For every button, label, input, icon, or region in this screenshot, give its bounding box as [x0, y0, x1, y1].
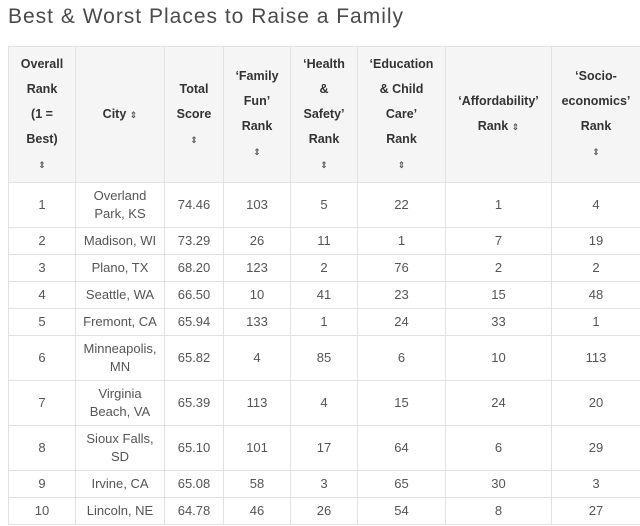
header-row	[9, 47, 640, 183]
column-header-label: (1 =	[31, 106, 53, 121]
affordability-cell: 7	[446, 228, 552, 255]
column-header-label: Rank	[241, 119, 273, 133]
socio-economics-cell: 27	[552, 498, 640, 525]
rank-cell: 10	[9, 498, 76, 525]
total-score-cell: 65.39	[165, 381, 224, 426]
column-header-label: Fun’	[243, 94, 271, 108]
column-header-label: Score	[176, 106, 212, 121]
education-cell: 6	[358, 336, 446, 381]
health-safety-cell: 17	[291, 426, 358, 471]
column-header-label: Total	[179, 81, 209, 96]
health-safety-cell: 5	[291, 183, 358, 228]
column-header-education-child-care-rank[interactable]	[358, 47, 446, 183]
socio-economics-cell: 29	[552, 426, 640, 471]
rank-cell: 7	[9, 381, 76, 426]
column-header-label: ‘Family	[235, 69, 279, 83]
education-cell: 22	[358, 183, 446, 228]
socio-economics-cell: 3	[552, 471, 640, 498]
total-score-cell: 65.10	[165, 426, 224, 471]
education-cell: 24	[358, 309, 446, 336]
total-score-cell: 68.20	[165, 255, 224, 282]
city-cell: Plano, TX	[76, 255, 165, 282]
column-header-label: ‘Health	[303, 56, 345, 71]
column-header-label: Overall	[20, 56, 64, 71]
socio-economics-cell: 20	[552, 381, 640, 426]
total-score-cell: 65.08	[165, 471, 224, 498]
city-cell: Irvine, CA	[76, 471, 165, 498]
socio-economics-cell: 19	[552, 228, 640, 255]
table-row	[9, 426, 640, 471]
family-fun-cell: 133	[224, 309, 291, 336]
affordability-cell: 15	[446, 282, 552, 309]
sort-arrows-icon[interactable]: ⇕	[511, 122, 520, 132]
table-row	[9, 309, 640, 336]
city-cell: Madison, WI	[76, 228, 165, 255]
column-header-label: economics’	[561, 94, 631, 108]
column-header-health-safety-rank[interactable]	[291, 47, 358, 183]
education-cell: 76	[358, 255, 446, 282]
column-header-label: &	[319, 81, 329, 96]
family-fun-cell: 58	[224, 471, 291, 498]
affordability-cell: 6	[446, 426, 552, 471]
table-row	[9, 381, 640, 426]
column-header-affordability-rank[interactable]	[446, 47, 552, 183]
column-header-overall-rank[interactable]	[9, 47, 76, 183]
sort-arrows-icon[interactable]: ⇕	[129, 109, 138, 120]
column-header-label: Rank	[386, 131, 417, 146]
sort-arrows-icon[interactable]: ⇕	[38, 159, 46, 170]
education-cell: 64	[358, 426, 446, 471]
column-header-label: Rank	[580, 119, 612, 133]
health-safety-cell: 41	[291, 282, 358, 309]
health-safety-cell: 4	[291, 381, 358, 426]
total-score-cell: 64.78	[165, 498, 224, 525]
family-fun-cell: 4	[224, 336, 291, 381]
family-fun-cell: 113	[224, 381, 291, 426]
family-fun-cell: 101	[224, 426, 291, 471]
city-cell: Lincoln, NE	[76, 498, 165, 525]
sort-arrows-icon[interactable]: ⇕	[397, 159, 406, 170]
column-header-label: & Child	[379, 81, 424, 96]
column-header-label: ‘Affordability’	[458, 94, 539, 108]
health-safety-cell: 3	[291, 471, 358, 498]
education-cell: 23	[358, 282, 446, 309]
rank-cell: 8	[9, 426, 76, 471]
table-header	[9, 47, 640, 183]
sort-arrows-icon[interactable]: ⇕	[592, 147, 600, 157]
socio-economics-cell: 48	[552, 282, 640, 309]
health-safety-cell: 26	[291, 498, 358, 525]
socio-economics-cell: 4	[552, 183, 640, 228]
affordability-cell: 8	[446, 498, 552, 525]
total-score-cell: 65.94	[165, 309, 224, 336]
column-header-label: Rank	[26, 81, 58, 96]
city-cell: Fremont, CA	[76, 309, 165, 336]
education-cell: 1	[358, 228, 446, 255]
rank-cell: 5	[9, 309, 76, 336]
affordability-cell: 24	[446, 381, 552, 426]
column-header-label: ‘Socio-	[575, 69, 617, 83]
column-header-label: Rank	[477, 119, 509, 133]
socio-economics-cell: 1	[552, 309, 640, 336]
affordability-cell: 10	[446, 336, 552, 381]
affordability-cell: 1	[446, 183, 552, 228]
family-fun-cell: 46	[224, 498, 291, 525]
table-row	[9, 183, 640, 228]
rankings-table	[8, 46, 640, 525]
column-header-label: City	[102, 106, 127, 121]
city-cell: Sioux Falls, SD	[76, 426, 165, 471]
total-score-cell: 73.29	[165, 228, 224, 255]
health-safety-cell: 11	[291, 228, 358, 255]
total-score-cell: 66.50	[165, 282, 224, 309]
city-cell: Minneapolis, MN	[76, 336, 165, 381]
column-header-total-score[interactable]	[165, 47, 224, 183]
city-cell: Overland Park, KS	[76, 183, 165, 228]
table-row	[9, 336, 640, 381]
rank-cell: 6	[9, 336, 76, 381]
health-safety-cell: 1	[291, 309, 358, 336]
table-row	[9, 228, 640, 255]
column-header-label: ‘Education	[369, 56, 434, 71]
family-fun-cell: 26	[224, 228, 291, 255]
rank-cell: 1	[9, 183, 76, 228]
total-score-cell: 74.46	[165, 183, 224, 228]
city-cell: Seattle, WA	[76, 282, 165, 309]
column-header-label: Rank	[308, 131, 340, 146]
column-header-family-fun-rank[interactable]	[224, 47, 291, 183]
rank-cell: 9	[9, 471, 76, 498]
affordability-cell: 33	[446, 309, 552, 336]
sort-arrows-icon[interactable]: ⇕	[190, 134, 198, 145]
socio-economics-cell: 113	[552, 336, 640, 381]
table-body	[9, 183, 640, 525]
health-safety-cell: 2	[291, 255, 358, 282]
table-row	[9, 498, 640, 525]
health-safety-cell: 85	[291, 336, 358, 381]
column-header-label: Best)	[26, 131, 58, 146]
column-header-city[interactable]	[76, 47, 165, 183]
column-header-label: Care’	[385, 106, 418, 121]
family-fun-cell: 103	[224, 183, 291, 228]
table-row	[9, 255, 640, 282]
table-row	[9, 282, 640, 309]
family-fun-cell: 10	[224, 282, 291, 309]
city-cell: Virginia Beach, VA	[76, 381, 165, 426]
rank-cell: 3	[9, 255, 76, 282]
education-cell: 54	[358, 498, 446, 525]
family-fun-cell: 123	[224, 255, 291, 282]
education-cell: 15	[358, 381, 446, 426]
column-header-label: Safety’	[303, 106, 345, 121]
column-header-socio-economics-rank[interactable]	[552, 47, 640, 183]
socio-economics-cell: 2	[552, 255, 640, 282]
affordability-cell: 2	[446, 255, 552, 282]
rank-cell: 4	[9, 282, 76, 309]
total-score-cell: 65.82	[165, 336, 224, 381]
education-cell: 65	[358, 471, 446, 498]
page-title: Best & Worst Places to Raise a Family	[8, 5, 405, 28]
table-row	[9, 471, 640, 498]
sort-arrows-icon[interactable]: ⇕	[253, 147, 261, 157]
affordability-cell: 30	[446, 471, 552, 498]
rank-cell: 2	[9, 228, 76, 255]
sort-arrows-icon[interactable]: ⇕	[320, 159, 328, 170]
